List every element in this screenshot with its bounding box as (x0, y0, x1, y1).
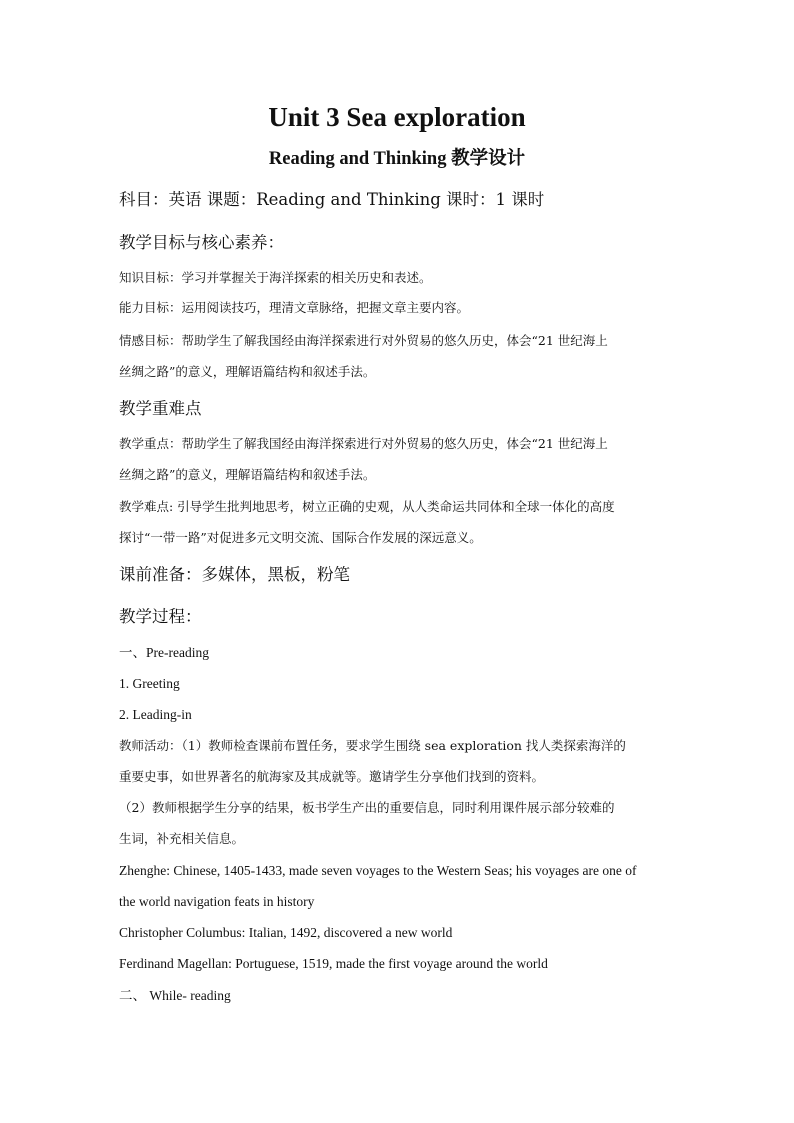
activity-line2: 重要史事，如世界著名的航海家及其成就等。邀请学生分享他们找到的资料。 (119, 769, 545, 784)
zhenghe-line2: the world navigation feats in history (119, 894, 315, 909)
document-title: Unit 3 Sea exploration (268, 102, 526, 132)
magellan-line: Ferdinand Magellan: Portuguese, 1519, made the first voyage around the world (119, 956, 548, 971)
goal-emotion-line2: 丝绸之路”的意义，理解语篇结构和叙述手法。 (119, 364, 376, 379)
key-difficulty-line1: 教学难点: 引导学生批判地思考，树立正确的史观，从人类命运共同体和全球一体化的高度 (119, 499, 615, 514)
key-points-heading: 教学重难点 (119, 399, 202, 418)
activity-line1: 教师活动：（1）教师检查课前布置任务，要求学生围绕 sea exploration 找人类探索海洋的 (119, 738, 626, 753)
pre-reading-heading: 一、Pre-reading (119, 645, 209, 660)
activity-line3: （2）教师根据学生分享的结果，板书学生产出的重要信息，同时利用课件展示部分较难的 (119, 800, 615, 815)
greeting-item: 1. Greeting (119, 676, 180, 691)
zhenghe-line1: Zhenghe: Chinese, 1405-1433, made seven voyages to the Western Seas; his voyages are one of (119, 863, 637, 878)
goal-ability: 能力目标：运用阅读技巧，理清文章脉络，把握文章主要内容。 (119, 300, 470, 315)
leading-in-item: 2. Leading-in (119, 707, 192, 722)
process-heading: 教学过程： (119, 607, 202, 626)
goals-heading: 教学目标与核心素养： (119, 233, 284, 252)
columbus-line: Christopher Columbus: Italian, 1492, discovered a new world (119, 925, 453, 940)
goal-emotion-line1: 情感目标：帮助学生了解我国经由海洋探索进行对外贸易的悠久历史，体会“21 世纪海上 (119, 333, 608, 348)
document-subtitle: Reading and Thinking 教学设计 (268, 149, 526, 169)
preparation-line: 课前准备：多媒体，黑板，粉笔 (119, 565, 350, 584)
key-focus-line1: 教学重点：帮助学生了解我国经由海洋探索进行对外贸易的悠久历史，体会“21 世纪海上 (119, 436, 608, 451)
key-focus-line2: 丝绸之路”的意义，理解语篇结构和叙述手法。 (119, 467, 376, 482)
meta-line: 科目：英语 课题：Reading and Thinking 课时：1 课时 (119, 190, 545, 209)
activity-line4: 生词，补充相关信息。 (119, 831, 245, 846)
while-reading-heading: 二、 While- reading (119, 988, 231, 1003)
goal-knowledge: 知识目标：学习并掌握关于海洋探索的相关历史和表述。 (119, 270, 432, 285)
key-difficulty-line2: 探讨“一带一路”对促进多元文明交流、国际合作发展的深远意义。 (119, 530, 482, 545)
